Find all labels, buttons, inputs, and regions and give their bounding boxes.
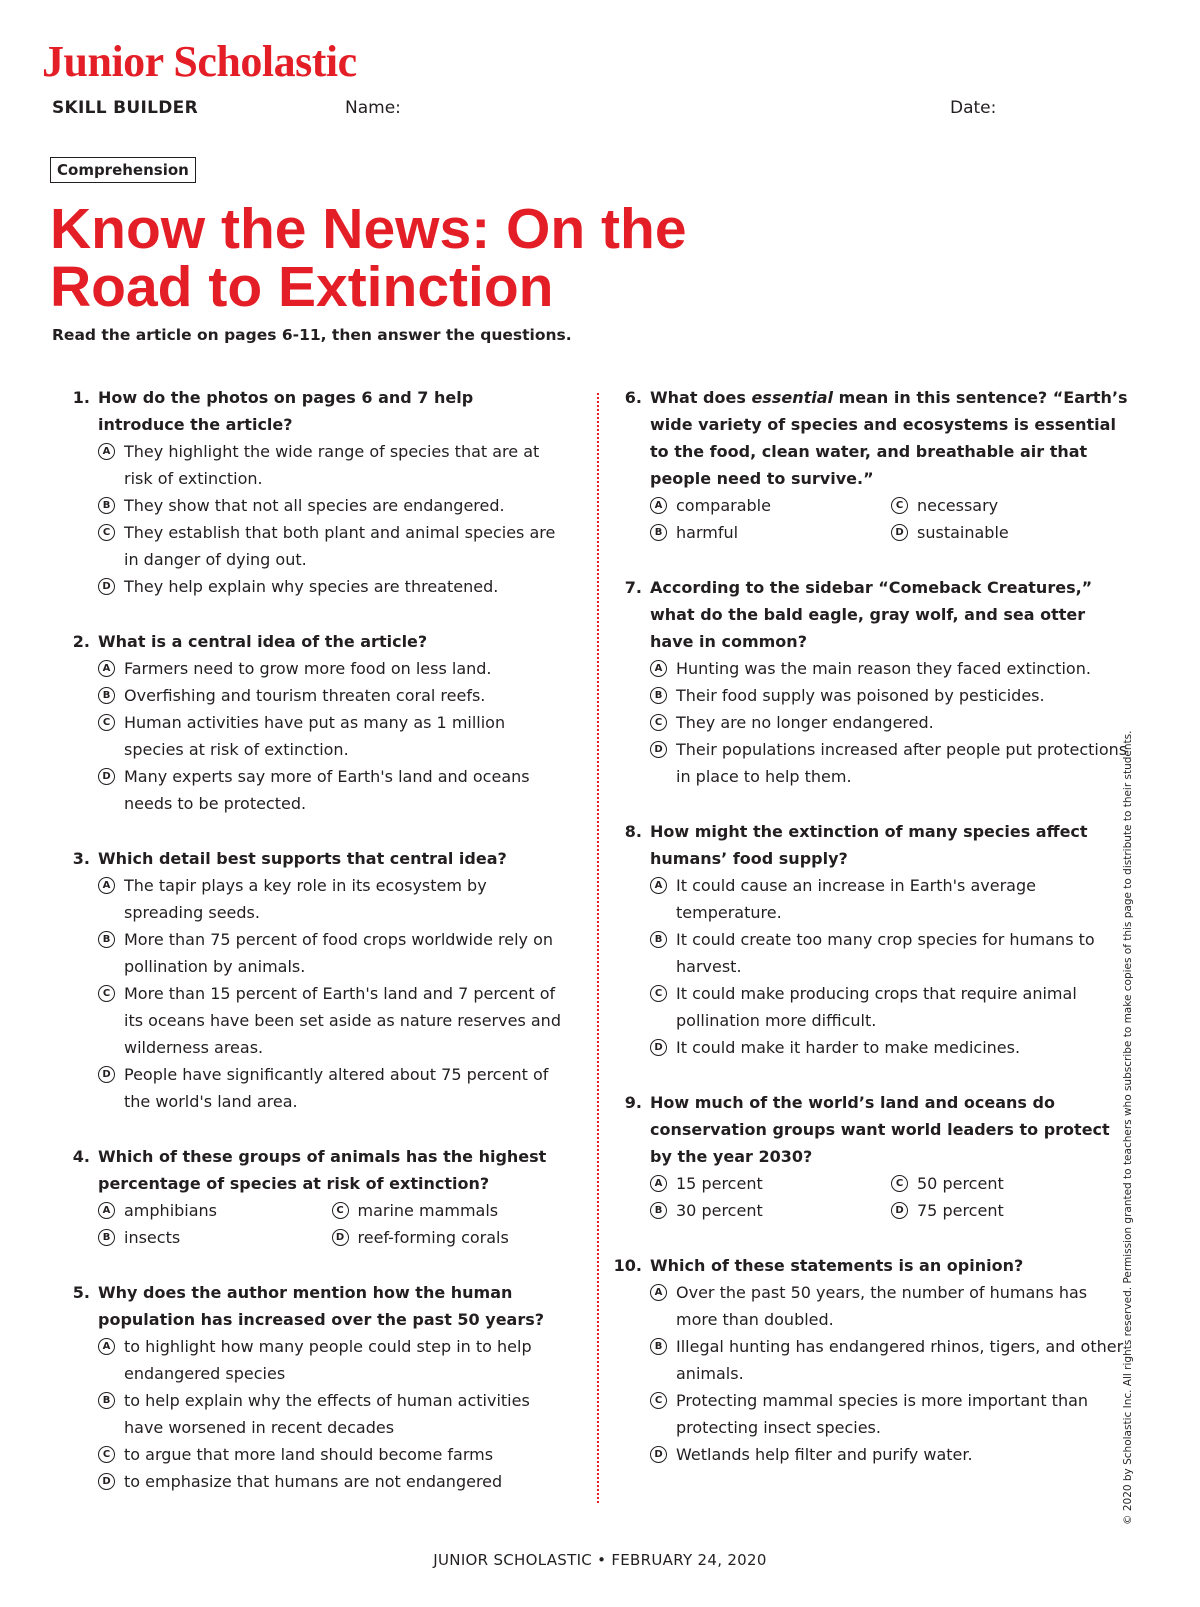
date-label: Date: (950, 98, 997, 118)
option-letter-a-icon: A (650, 1284, 667, 1301)
option-letter-b-icon: B (98, 1392, 115, 1409)
option-text: sustainable (917, 523, 1009, 542)
option-letter-c-icon: C (891, 1175, 908, 1192)
option-letter-d-icon: D (650, 741, 667, 758)
answer-option-b[interactable] (98, 682, 565, 709)
option-text: comparable (676, 496, 771, 515)
option-text: They help explain why species are threatened. (124, 577, 499, 596)
option-text: They are no longer endangered. (676, 713, 934, 732)
answer-option-d[interactable] (98, 1061, 565, 1115)
option-text: Human activities have put as many as 1 million species at risk of extinction. (124, 713, 506, 759)
answer-option-b[interactable] (98, 492, 565, 519)
option-letter-b-icon: B (98, 1229, 115, 1246)
option-letter-d-icon: D (891, 1202, 908, 1219)
question-number: 2. (72, 632, 90, 651)
option-text: insects (124, 1228, 181, 1247)
option-letter-d-icon: D (98, 578, 115, 595)
answer-option-c[interactable] (98, 980, 565, 1061)
option-letter-d-icon: D (98, 1473, 115, 1490)
option-letter-c-icon: C (98, 714, 115, 731)
option-letter-d-icon: D (650, 1446, 667, 1463)
answer-option-a[interactable] (98, 438, 565, 492)
option-text: It could make producing crops that require animal pollination more difficult. (676, 984, 1077, 1030)
option-letter-b-icon: B (650, 524, 667, 541)
question-stem: According to the sidebar “Comeback Creatures,” what do the bald eagle, gray wolf, and sea otter have in common? (650, 578, 1093, 651)
answer-option-d[interactable] (650, 1034, 1132, 1061)
copyright-notice: © 2020 by Scholastic Inc. All rights reserved. Permission granted to teachers who subscribe to make copies of this page to distribute to their students. (1122, 730, 1134, 1525)
option-letter-b-icon: B (650, 1202, 667, 1219)
answer-option-c[interactable] (332, 1197, 566, 1224)
question-6 (612, 384, 1132, 546)
name-label: Name: (345, 98, 401, 118)
option-text: Their food supply was poisoned by pesticides. (676, 686, 1045, 705)
option-letter-a-icon: A (98, 877, 115, 894)
option-text: reef-forming corals (357, 1228, 509, 1247)
option-text: Wetlands help filter and purify water. (676, 1445, 973, 1464)
option-letter-c-icon: C (98, 1446, 115, 1463)
option-letter-d-icon: D (98, 1066, 115, 1083)
option-letter-d-icon: D (332, 1229, 349, 1246)
answer-option-c[interactable] (98, 519, 565, 573)
option-text: 15 percent (676, 1174, 763, 1193)
answer-option-c[interactable] (98, 1441, 565, 1468)
answer-options (650, 1170, 1132, 1224)
question-stem-part: What does (650, 388, 752, 407)
option-letter-a-icon: A (98, 1338, 115, 1355)
option-text: Illegal hunting has endangered rhinos, tigers, and other animals. (676, 1337, 1124, 1383)
option-letter-c-icon: C (98, 985, 115, 1002)
answer-option-b[interactable] (650, 926, 1132, 980)
option-letter-b-icon: B (650, 931, 667, 948)
answer-options (650, 492, 1132, 546)
question-stem-part: essential (751, 388, 834, 407)
option-letter-c-icon: C (650, 985, 667, 1002)
option-text: They establish that both plant and animal species are in danger of dying out. (124, 523, 556, 569)
question-1 (60, 384, 565, 600)
option-text: More than 15 percent of Earth's land and 7 percent of its oceans have been set aside as nature reserves and wilderness areas. (124, 984, 561, 1057)
option-text: to help explain why the effects of human activities have worsened in recent decades (124, 1391, 530, 1437)
question-3 (60, 845, 565, 1115)
answer-options (650, 655, 1132, 790)
answer-option-d[interactable] (891, 519, 1132, 546)
option-text: necessary (917, 496, 999, 515)
option-letter-c-icon: C (332, 1202, 349, 1219)
option-text: More than 75 percent of food crops worldwide rely on pollination by animals. (124, 930, 554, 976)
answer-option-a[interactable] (650, 872, 1132, 926)
answer-option-b[interactable] (650, 519, 891, 546)
answer-options (98, 872, 565, 1115)
answer-option-a[interactable] (98, 655, 565, 682)
option-letter-b-icon: B (650, 1338, 667, 1355)
question-number: 7. (624, 578, 642, 597)
question-number: 5. (72, 1283, 90, 1302)
option-text: Many experts say more of Earth's land and oceans needs to be protected. (124, 767, 530, 813)
option-text: to highlight how many people could step in to help endangered species (124, 1337, 532, 1383)
answer-option-b[interactable] (650, 682, 1132, 709)
answer-option-d[interactable] (650, 736, 1132, 790)
question-stem: How might the extinction of many species affect humans’ food supply? (650, 822, 1088, 868)
option-letter-a-icon: A (650, 1175, 667, 1192)
answer-option-a[interactable] (650, 655, 1132, 682)
question-8 (612, 818, 1132, 1061)
option-text: Hunting was the main reason they faced extinction. (676, 659, 1091, 678)
question-9 (612, 1089, 1132, 1224)
question-stem (650, 384, 1132, 492)
answer-option-c[interactable] (650, 980, 1132, 1034)
option-letter-a-icon: A (98, 660, 115, 677)
answer-option-b[interactable] (98, 926, 565, 980)
option-letter-c-icon: C (891, 497, 908, 514)
option-text: They highlight the wide range of species that are at risk of extinction. (124, 442, 540, 488)
answer-option-a[interactable] (98, 1333, 565, 1387)
category-tag: Comprehension (50, 157, 196, 183)
question-4 (60, 1143, 565, 1251)
option-text: The tapir plays a key role in its ecosystem by spreading seeds. (124, 876, 487, 922)
answer-option-d[interactable] (332, 1224, 566, 1251)
option-letter-b-icon: B (650, 687, 667, 704)
question-number: 9. (624, 1093, 642, 1112)
answer-option-b[interactable] (650, 1333, 1132, 1387)
answer-option-c[interactable] (891, 492, 1132, 519)
answer-options (650, 872, 1132, 1061)
answer-option-a[interactable] (98, 872, 565, 926)
answer-option-a[interactable] (98, 1197, 332, 1224)
logo: Junior Scholastic (42, 37, 357, 86)
option-text: Their populations increased after people put protections in place to help them. (676, 740, 1128, 786)
option-text: amphibians (124, 1201, 218, 1220)
answer-option-c[interactable] (891, 1170, 1132, 1197)
question-number: 3. (72, 849, 90, 868)
answer-option-d[interactable] (891, 1197, 1132, 1224)
answer-option-c[interactable] (650, 1387, 1132, 1441)
answer-option-a[interactable] (650, 1279, 1132, 1333)
option-letter-c-icon: C (650, 714, 667, 731)
question-number: 8. (624, 822, 642, 841)
answer-options (98, 655, 565, 817)
option-letter-c-icon: C (650, 1392, 667, 1409)
answer-option-d[interactable] (98, 573, 565, 600)
answer-option-c[interactable] (650, 709, 1132, 736)
answer-option-d[interactable] (650, 1441, 1132, 1468)
title-line-2: Road to Extinction (50, 255, 554, 319)
answer-option-b[interactable] (98, 1224, 332, 1251)
option-letter-b-icon: B (98, 497, 115, 514)
answer-options (650, 1279, 1132, 1468)
question-stem: What is a central idea of the article? (98, 632, 428, 651)
title-line-1: Know the News: On the (50, 197, 687, 261)
option-text: People have significantly altered about 75 percent of the world's land area. (124, 1065, 549, 1111)
option-text: It could cause an increase in Earth's average temperature. (676, 876, 1036, 922)
option-text: to argue that more land should become farms (124, 1445, 494, 1464)
option-text: 75 percent (917, 1201, 1004, 1220)
option-letter-c-icon: C (98, 524, 115, 541)
question-7 (612, 574, 1132, 790)
option-letter-a-icon: A (98, 1202, 115, 1219)
answer-option-b[interactable] (650, 1197, 891, 1224)
option-text: It could make it harder to make medicines. (676, 1038, 1021, 1057)
option-text: Farmers need to grow more food on less land. (124, 659, 492, 678)
answer-option-b[interactable] (98, 1387, 565, 1441)
answer-option-a[interactable] (650, 1170, 891, 1197)
question-stem: Why does the author mention how the human population has increased over the past 50 years? (98, 1283, 545, 1329)
question-number: 1. (72, 388, 90, 407)
instructions: Read the article on pages 6-11, then answer the questions. (52, 326, 572, 344)
question-5 (60, 1279, 565, 1495)
answer-option-d[interactable] (98, 763, 565, 817)
option-text: It could create too many crop species for humans to harvest. (676, 930, 1095, 976)
answer-option-a[interactable] (650, 492, 891, 519)
question-stem: Which of these statements is an opinion? (650, 1256, 1024, 1275)
option-letter-a-icon: A (650, 877, 667, 894)
option-letter-d-icon: D (98, 768, 115, 785)
option-text: marine mammals (357, 1201, 499, 1220)
option-letter-d-icon: D (650, 1039, 667, 1056)
skill-builder-label: SKILL BUILDER (52, 98, 198, 118)
option-letter-a-icon: A (650, 497, 667, 514)
question-stem: Which of these groups of animals has the highest percentage of species at risk of extinction? (98, 1147, 547, 1193)
question-stem-part: mean in this sentence? “Earth’s wide variety of species and ecosystems is essential to the food, clean water, and breathable air that people need to survive.” (650, 388, 1128, 488)
option-text: Over the past 50 years, the number of humans has more than doubled. (676, 1283, 1088, 1329)
question-stem: Which detail best supports that central idea? (98, 849, 507, 868)
answer-options (98, 438, 565, 600)
option-text: They show that not all species are endangered. (124, 496, 505, 515)
question-number: 6. (624, 388, 642, 407)
answer-options (98, 1197, 565, 1251)
question-number: 10. (613, 1256, 642, 1275)
answer-option-c[interactable] (98, 709, 565, 763)
answer-option-d[interactable] (98, 1468, 565, 1495)
question-10 (612, 1252, 1132, 1468)
option-text: Overfishing and tourism threaten coral reefs. (124, 686, 486, 705)
option-letter-b-icon: B (98, 931, 115, 948)
question-number: 4. (72, 1147, 90, 1166)
footer: JUNIOR SCHOLASTIC • FEBRUARY 24, 2020 (433, 1551, 767, 1569)
option-letter-d-icon: D (891, 524, 908, 541)
question-column-right (612, 384, 1132, 1496)
question-column-left (60, 384, 565, 1523)
question-stem: How much of the world’s land and oceans do conservation groups want world leaders to protect by the year 2030? (650, 1093, 1110, 1166)
option-text: to emphasize that humans are not endangered (124, 1472, 503, 1491)
option-letter-a-icon: A (98, 443, 115, 460)
option-text: 30 percent (676, 1201, 763, 1220)
option-text: 50 percent (917, 1174, 1004, 1193)
option-letter-a-icon: A (650, 660, 667, 677)
answer-options (98, 1333, 565, 1495)
question-2 (60, 628, 565, 817)
page-title (50, 197, 687, 319)
question-stem: How do the photos on pages 6 and 7 help introduce the article? (98, 388, 474, 434)
option-text: harmful (676, 523, 739, 542)
option-letter-b-icon: B (98, 687, 115, 704)
column-divider (597, 393, 599, 1503)
option-text: Protecting mammal species is more important than protecting insect species. (676, 1391, 1089, 1437)
